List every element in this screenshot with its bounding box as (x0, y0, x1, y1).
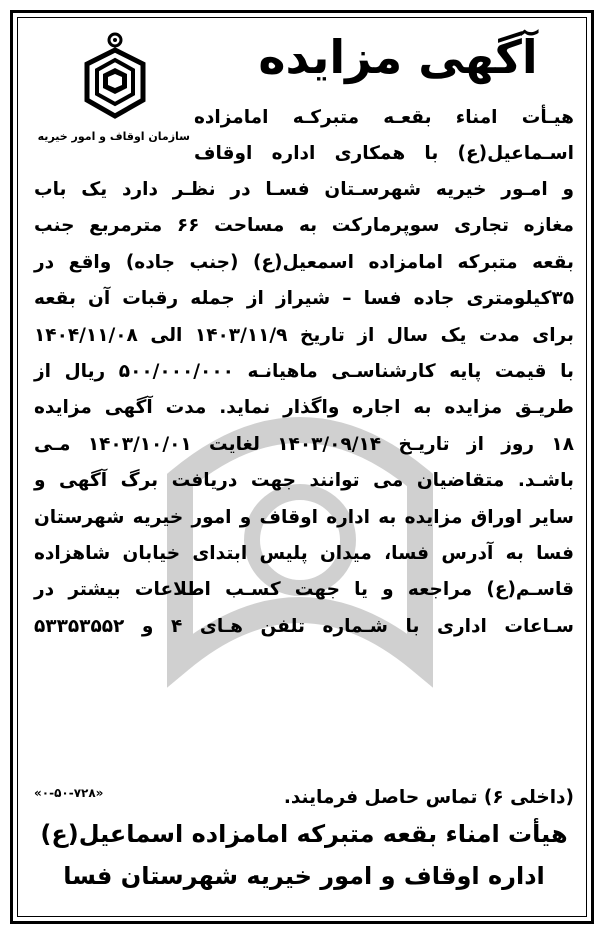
text-line: بقعه متبرکه امامزاده اسمعیل(ع) (جنب جاده) واقع در (34, 251, 574, 273)
body-last-row (34, 780, 574, 816)
text-line: سـاعات اداری با شـماره تلفن هـای ۴ و ۵۳۳۵۳۵۵۲ (34, 615, 574, 637)
organization-logo (37, 30, 190, 158)
page-title: آگهی مزایده (258, 30, 538, 84)
text-line: مغازه تجاری سوپرمارکت به مساحت ۶۶ مترمربع جنب (34, 215, 574, 237)
body-lines (34, 172, 574, 645)
text-line: برای مدت یک سال از تاریخ ۱۴۰۳/۱۱/۹ الی ۱۴۰۴/۱۱/۰۸ (34, 324, 574, 346)
text-line: ۳۵کیلومتری جاده فسا – شیراز از جمله رقبات آن بقعه (34, 288, 574, 310)
text-line: هیـأت امناء بقعـه متبرکـه امامزاده (194, 107, 574, 128)
logo-caption: سازمان اوقاف و امور خیریه (37, 130, 190, 143)
text-line: طریـق مزایده به اجاره واگذار نماید. مدت آگهی مزایده (34, 397, 574, 419)
intro-lines (194, 100, 574, 173)
ad-code: «۰-۵۰-۷۲۸» (34, 786, 104, 800)
text-line: باشـد. متقاضیان می توانند جهت دریافت برگ آگهی و (34, 470, 574, 492)
body-last-line: (داخلی ۶) تماس حاصل فرمایند. (283, 787, 574, 808)
text-line: سایر اوراق مزایده به اداره اوقاف و امور خیریه شهرستان (34, 506, 574, 528)
text-line: قاسـم(ع) مراجعه و یا جهت کسـب اطلاعات بیشتر در (34, 579, 574, 601)
footer-line-2: اداره اوقاف و امور خیریه شهرستان فسا (63, 862, 545, 890)
text-line: با قیمت پایه کارشناسـی ماهیانـه ۵۰۰/۰۰۰/۰۰۰ ریال از (34, 360, 574, 382)
text-line: اسـماعیل(ع) با همکاری اداره اوقاف (194, 143, 574, 165)
footer-line-1: هیأت امناء بقعه متبرکه امامزاده اسماعیل(ع) (40, 820, 568, 848)
text-line: فسا به آدرس فسا، میدان پلیس ابتدای خیابان شاهزاده (34, 542, 574, 564)
text-line: و امـور خیریه شهرسـتان فسـا در نظـر دارد یک باب (34, 179, 574, 200)
endowment-emblem-icon (77, 30, 153, 126)
text-line: ۱۸ روز از تاریـخ ۱۴۰۳/۰۹/۱۴ لغایت ۱۴۰۳/۱۰/۰۱ مـی (34, 433, 575, 455)
